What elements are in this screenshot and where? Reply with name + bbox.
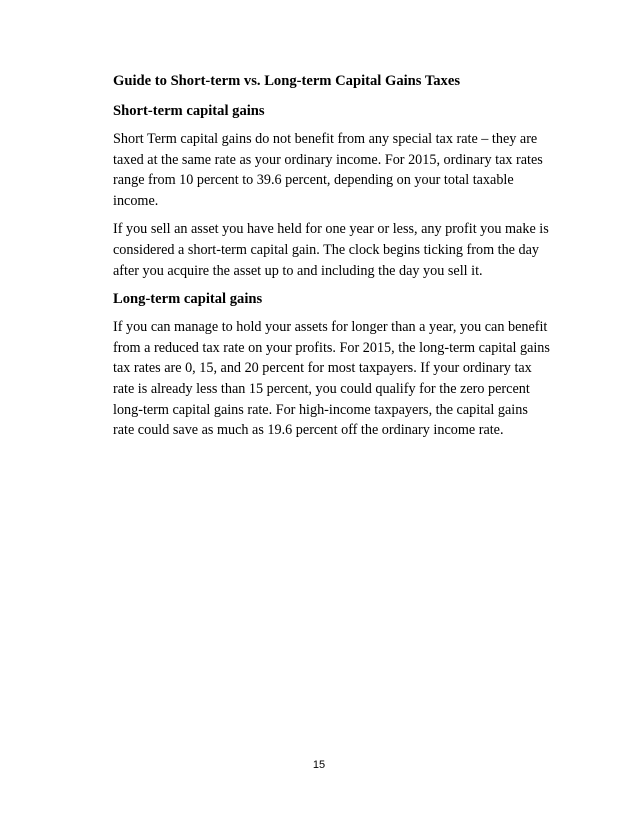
text-line: long-term capital gains rate. For high-income taxpayers, the capital gains: [113, 401, 528, 418]
text-line: from a reduced tax rate on your profits. For 2015, the long-term capital gains: [113, 339, 550, 356]
section-heading-short-term: Short-term capital gains: [113, 103, 265, 119]
text-line: rate is already less than 15 percent, you could qualify for the zero percent: [113, 380, 530, 397]
paragraph-long-term-rates: [113, 317, 565, 441]
text-line: If you can manage to hold your assets for longer than a year, you can benefit: [113, 319, 548, 336]
page-number: 15: [312, 759, 326, 771]
text-line: Short Term capital gains do not benefit from any special tax rate – they are: [113, 131, 538, 147]
section-short-term: [113, 101, 565, 281]
section-heading-long-term: Long-term capital gains: [113, 291, 263, 308]
text-line: considered a short-term capital gain. The clock begins ticking from the day: [113, 241, 540, 258]
text-line: If you sell an asset you have held for one year or less, any profit you make is: [113, 221, 549, 238]
paragraph-short-term-rates: [113, 129, 565, 211]
section-long-term: [113, 289, 565, 441]
text-line: after you acquire the asset up to and including the day you sell it.: [113, 262, 483, 279]
text-line: income.: [113, 192, 159, 209]
page-content: [113, 71, 565, 449]
paragraph-short-term-definition: [113, 219, 565, 281]
text-line: rate could save as much as 19.6 percent off the ordinary income rate.: [113, 422, 504, 439]
document-title: Guide to Short-term vs. Long-term Capital Gains Taxes: [113, 73, 461, 89]
text-line: taxed at the same rate as your ordinary income. For 2015, ordinary tax rates: [113, 151, 543, 168]
text-line: tax rates are 0, 15, and 20 percent for most taxpayers. If your ordinary tax: [113, 360, 532, 377]
text-line: range from 10 percent to 39.6 percent, depending on your total taxable: [113, 172, 514, 189]
